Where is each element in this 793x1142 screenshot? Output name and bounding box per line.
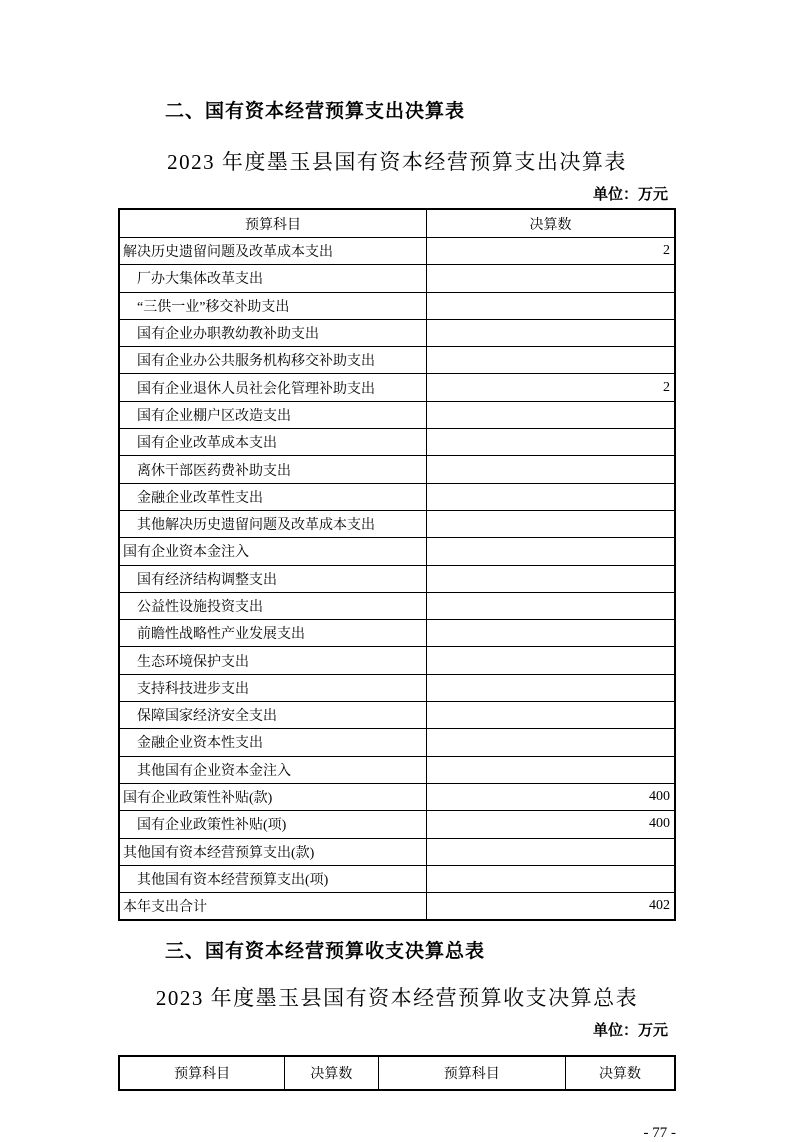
table-row xyxy=(119,292,675,319)
budget-subject-cell: 公益性设施投资支出 xyxy=(119,592,426,619)
final-amount-cell xyxy=(426,538,675,565)
table-title-expenditure: 2023 年度墨玉县国有资本经营预算支出决算表 xyxy=(167,150,627,174)
budget-subject-cell: 前瞻性战略性产业发展支出 xyxy=(119,620,426,647)
budget-subject-cell: 国有企业政策性补贴(款) xyxy=(119,783,426,810)
table-row xyxy=(119,592,675,619)
expenditure-table-header-row xyxy=(119,209,675,238)
table-row xyxy=(119,374,675,401)
section-heading-summary: 三、国有资本经营预算收支决算总表 xyxy=(165,941,486,963)
budget-subject-cell: 支持科技进步支出 xyxy=(119,674,426,701)
table-row xyxy=(119,483,675,510)
summary-table xyxy=(118,1055,676,1091)
expenditure-table xyxy=(118,208,676,921)
summary-table-header-row xyxy=(119,1056,675,1090)
budget-subject-cell: 国有企业办公共服务机构移交补助支出 xyxy=(119,347,426,374)
budget-subject-cell: 国有企业改革成本支出 xyxy=(119,429,426,456)
table-row xyxy=(119,238,675,265)
unit-label-expenditure: 单位：万元 xyxy=(592,187,668,203)
final-amount-cell xyxy=(426,429,675,456)
section-heading-expenditure: 二、国有资本经营预算支出决算表 xyxy=(165,101,466,122)
final-amount-cell: 2 xyxy=(426,238,675,265)
budget-subject-cell: 离休干部医药费补助支出 xyxy=(119,456,426,483)
final-amount-cell xyxy=(426,510,675,537)
final-amount-cell xyxy=(426,592,675,619)
budget-subject-cell: 其他国有资本经营预算支出(项) xyxy=(119,865,426,892)
final-amount-cell xyxy=(426,647,675,674)
final-amount-cell xyxy=(426,729,675,756)
table-title-summary: 2023 年度墨玉县国有资本经营预算收支决算总表 xyxy=(155,986,639,1011)
budget-subject-cell: 国有企业办职教幼教补助支出 xyxy=(119,319,426,346)
table-row xyxy=(119,756,675,783)
budget-subject-cell: 保障国家经济安全支出 xyxy=(119,702,426,729)
table-row xyxy=(119,565,675,592)
budget-subject-cell: 解决历史遗留问题及改革成本支出 xyxy=(119,238,426,265)
table-row xyxy=(119,893,675,921)
table-row xyxy=(119,620,675,647)
table-row xyxy=(119,429,675,456)
table-row xyxy=(119,456,675,483)
final-amount-cell xyxy=(426,674,675,701)
budget-subject-cell: 国有企业资本金注入 xyxy=(119,538,426,565)
page-content xyxy=(118,0,676,1142)
final-amount-cell xyxy=(426,401,675,428)
table-row xyxy=(119,674,675,701)
budget-subject-cell: 本年支出合计 xyxy=(119,893,426,921)
final-amount-cell xyxy=(426,319,675,346)
budget-subject-cell: 国有经济结构调整支出 xyxy=(119,565,426,592)
table-row xyxy=(119,647,675,674)
table-row xyxy=(119,838,675,865)
page-number: - 77 - xyxy=(643,1125,676,1142)
budget-subject-cell: 其他国有企业资本金注入 xyxy=(119,756,426,783)
final-amount-cell: 400 xyxy=(426,811,675,838)
final-amount-cell xyxy=(426,292,675,319)
table-row xyxy=(119,538,675,565)
final-amount-cell xyxy=(426,483,675,510)
final-amount-cell: 400 xyxy=(426,783,675,810)
table-row xyxy=(119,401,675,428)
final-amount-cell: 2 xyxy=(426,374,675,401)
final-amount-cell xyxy=(426,265,675,292)
table-row xyxy=(119,811,675,838)
final-amount-cell: 402 xyxy=(426,893,675,921)
table-row xyxy=(119,347,675,374)
table-row xyxy=(119,865,675,892)
final-amount-cell xyxy=(426,756,675,783)
budget-subject-cell: 厂办大集体改革支出 xyxy=(119,265,426,292)
column-header-final-amount-left: 决算数 xyxy=(285,1056,378,1090)
budget-subject-cell: 金融企业改革性支出 xyxy=(119,483,426,510)
table-row xyxy=(119,510,675,537)
table-row xyxy=(119,319,675,346)
budget-subject-cell: 国有企业政策性补贴(项) xyxy=(119,811,426,838)
final-amount-cell xyxy=(426,865,675,892)
budget-subject-cell: 金融企业资本性支出 xyxy=(119,729,426,756)
budget-subject-cell: 生态环境保护支出 xyxy=(119,647,426,674)
final-amount-cell xyxy=(426,702,675,729)
unit-label-summary: 单位：万元 xyxy=(592,1023,668,1040)
table-row xyxy=(119,729,675,756)
final-amount-cell xyxy=(426,565,675,592)
table-row xyxy=(119,702,675,729)
column-header-final-amount-right: 决算数 xyxy=(565,1056,675,1090)
final-amount-cell xyxy=(426,456,675,483)
table-row xyxy=(119,265,675,292)
budget-subject-cell: 其他国有资本经营预算支出(款) xyxy=(119,838,426,865)
column-header-budget-subject-right: 预算科目 xyxy=(378,1056,565,1090)
table-row xyxy=(119,783,675,810)
budget-subject-cell: 国有企业退休人员社会化管理补助支出 xyxy=(119,374,426,401)
budget-subject-cell: “三供一业”移交补助支出 xyxy=(119,292,426,319)
final-amount-cell xyxy=(426,347,675,374)
budget-subject-cell: 其他解决历史遗留问题及改革成本支出 xyxy=(119,510,426,537)
column-header-budget-subject-left: 预算科目 xyxy=(119,1056,285,1090)
budget-subject-cell: 国有企业棚户区改造支出 xyxy=(119,401,426,428)
column-header-budget-subject: 预算科目 xyxy=(119,209,426,238)
final-amount-cell xyxy=(426,620,675,647)
column-header-final-amount: 决算数 xyxy=(426,209,675,238)
final-amount-cell xyxy=(426,838,675,865)
